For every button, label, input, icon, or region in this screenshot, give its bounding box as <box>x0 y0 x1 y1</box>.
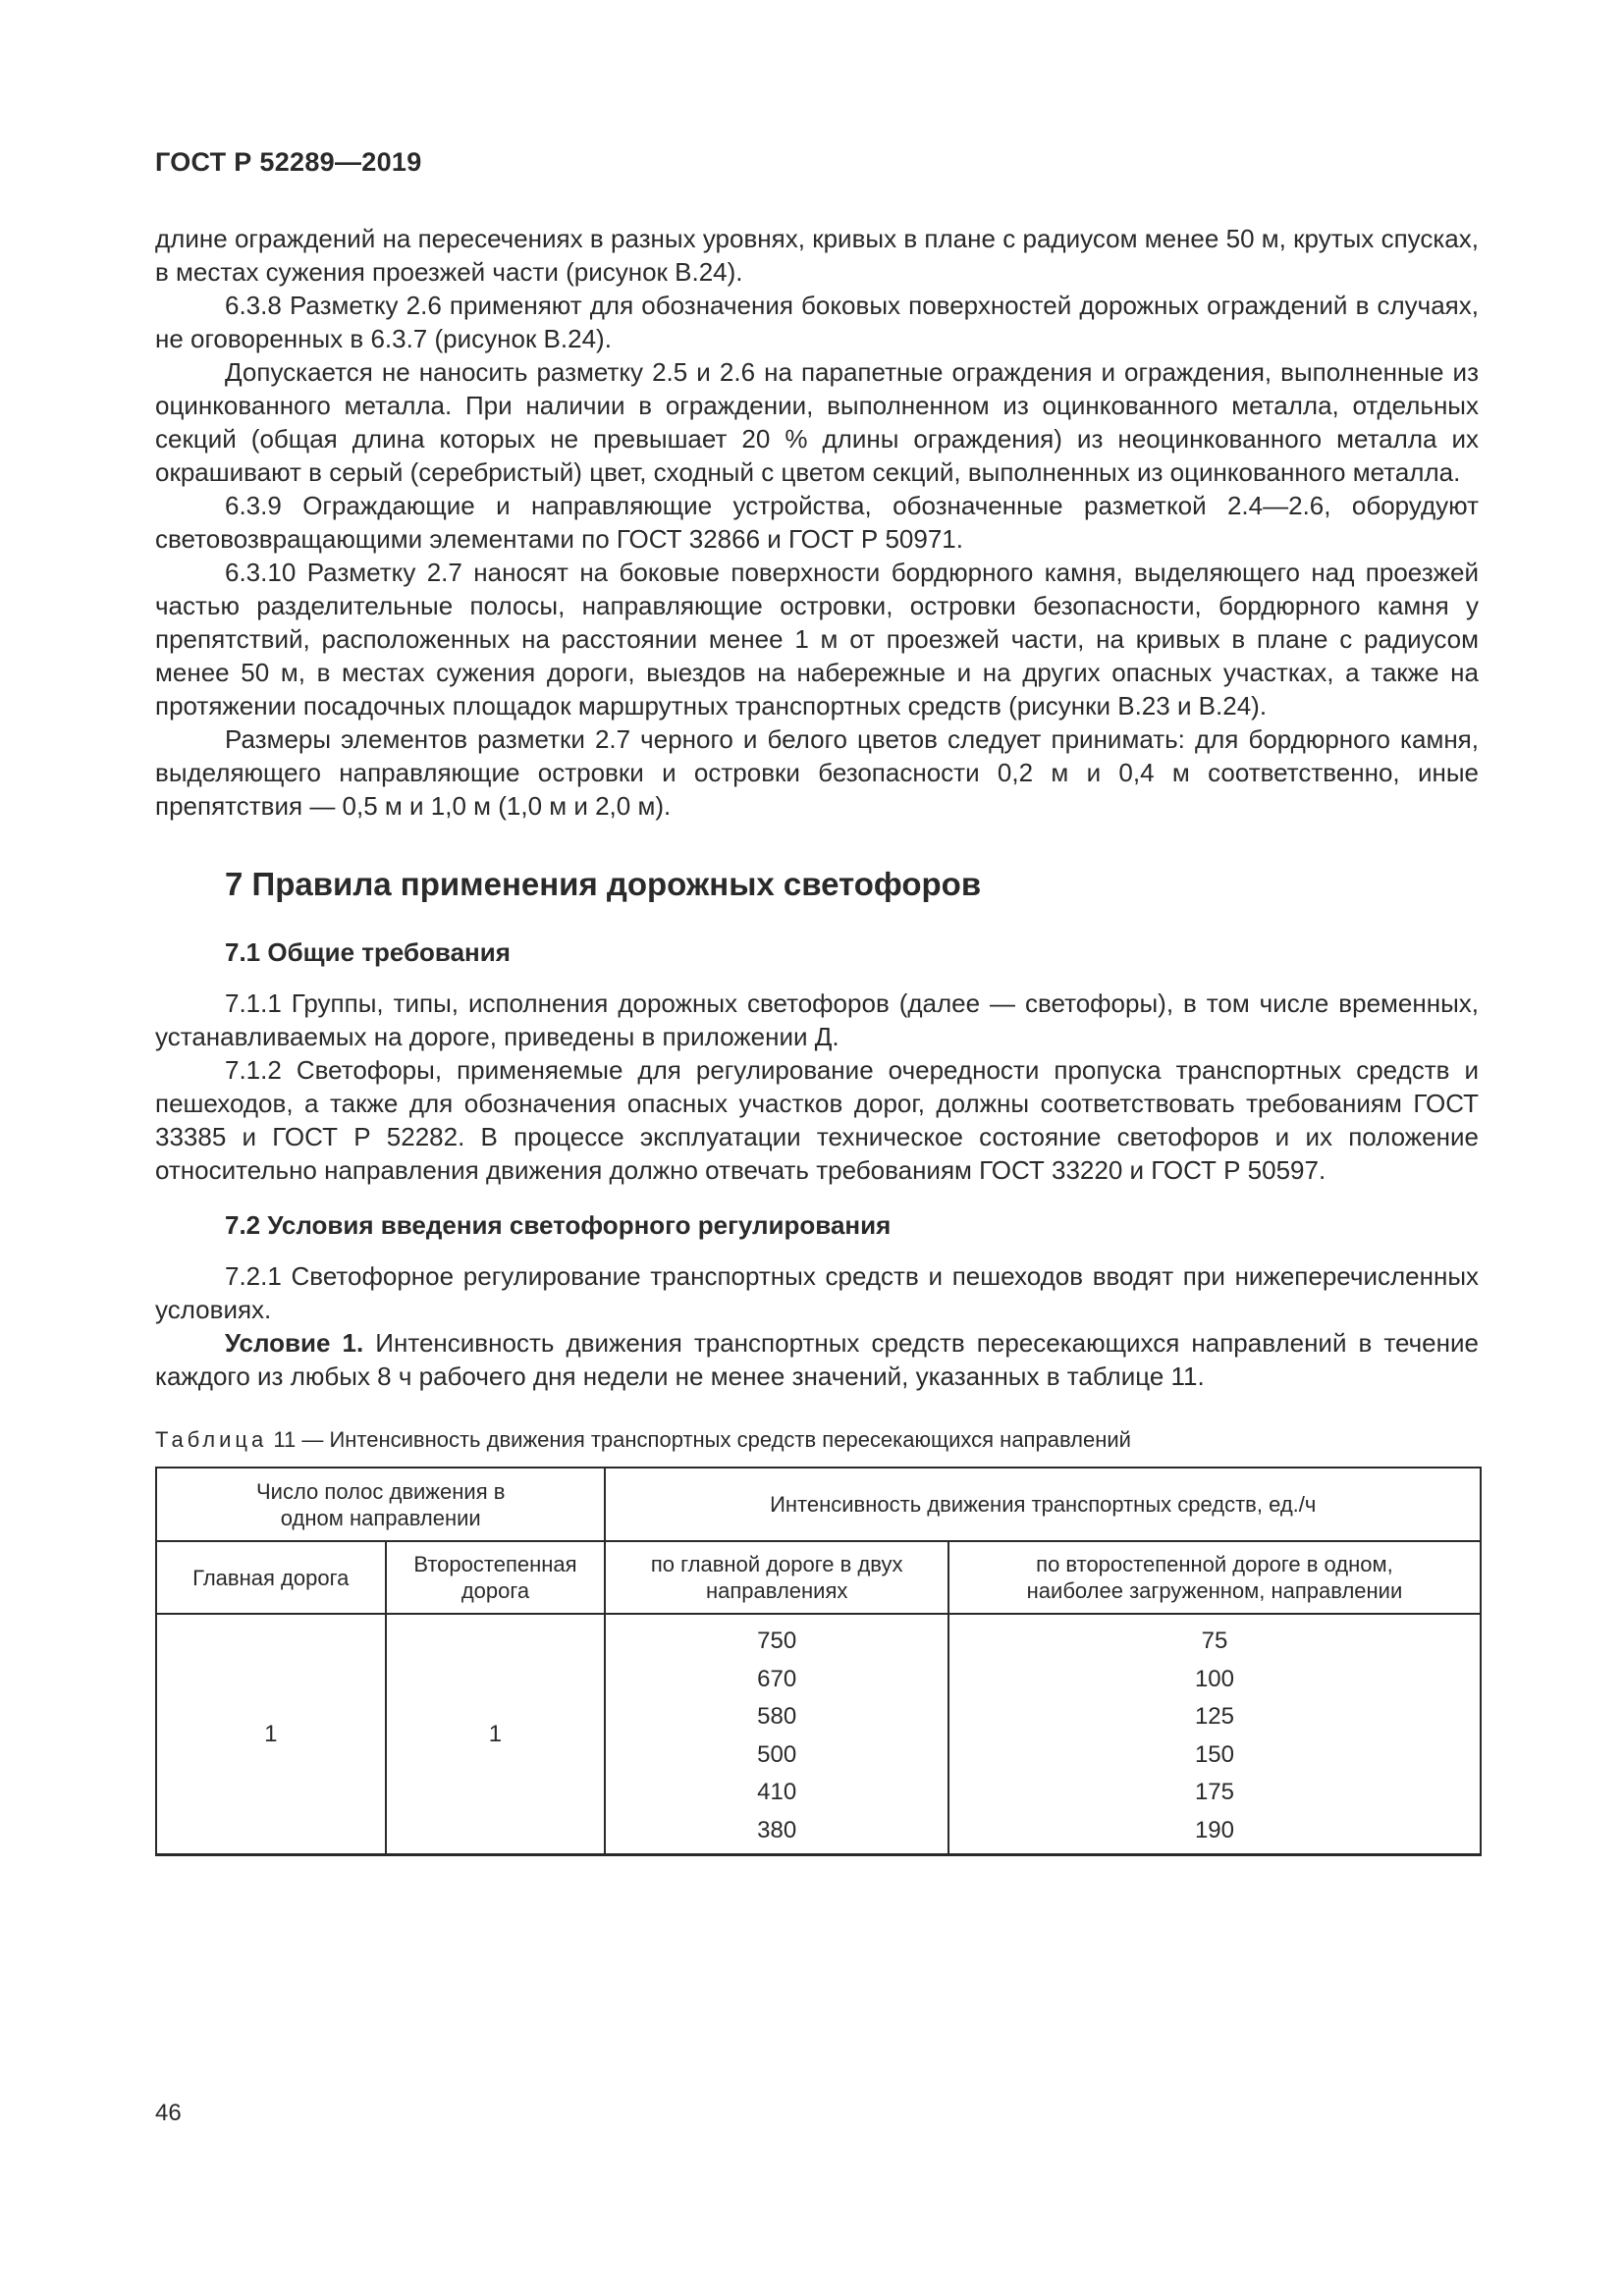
main-value: 380 <box>757 1816 797 1843</box>
intensity-table <box>155 1467 1482 1856</box>
main-value: 750 <box>757 1628 797 1654</box>
condition-1-text: Интенсивность движения транспортных средств пересекающихся направлений в течение каждого из любых 8 ч рабочего дня недели не менее значений, указанных в таблице 11. <box>155 1328 1479 1391</box>
table-header-row-1 <box>156 1468 1481 1541</box>
main-value: 670 <box>757 1665 797 1692</box>
page-number: 46 <box>155 2100 182 2126</box>
secondary-value: 175 <box>1194 1779 1234 1805</box>
paragraph-7-1-1: 7.1.1 Группы, типы, исполнения дорожных светофоров (далее — светофоры), в том числе временных, устанавливаемых на дороге, приведены в приложении Д. <box>155 988 1479 1051</box>
section-7-2-heading: 7.2 Условия введения светофорного регулирования <box>225 1210 892 1240</box>
header-secondary-road: Второстепенная дорога <box>386 1541 606 1614</box>
secondary-value: 150 <box>1194 1740 1234 1768</box>
cell-secondary-values <box>948 1614 1481 1855</box>
document-header: ГОСТ Р 52289—2019 <box>155 147 422 177</box>
secondary-value: 125 <box>1194 1703 1234 1730</box>
paragraph-galvanized: Допускается не наносить разметку 2.5 и 2.6 на парапетные ограждения и ограждения, выполненные из оцинкованного металла. При наличии в ограждении, выполненном из оцинкованного металла, отдельных секций (общая длина которых не превышает 20 % длины ограждения) из неоцинкованного металла их окрашивают в серый (серебристый) цвет, сходный с цветом секций, выполненных из оцинкованного металла. <box>155 357 1479 487</box>
table-header-row-2 <box>156 1541 1481 1614</box>
header-secondary-one-direction: по второстепенной дороге в одном, наиболее загруженном, направлении <box>948 1541 1481 1614</box>
main-value: 580 <box>757 1703 797 1730</box>
header-intensity: Интенсивность движения транспортных средств, ед./ч <box>605 1468 1481 1541</box>
header-lanes: Число полос движения в одном направлении <box>156 1468 605 1541</box>
paragraph-6-3-8: 6.3.8 Разметку 2.6 применяют для обозначения боковых поверхностей дорожных ограждений в случаях, не оговоренных в 6.3.7 (рисунок В.24). <box>155 291 1479 353</box>
table-caption-text: 11 — Интенсивность движения транспортных средств пересекающихся направлений <box>267 1427 1131 1452</box>
header-main-road: Главная дорога <box>156 1541 386 1614</box>
paragraph-7-1-2: 7.1.2 Светофоры, применяемые для регулирование очередности пропуска транспортных средств и пешеходов, а также для обозначения опасных участков дорог, должны соответствовать требованиям ГОСТ 33385 и ГОСТ Р 52282. В процессе эксплуатации техническое состояние светофоров и их положение относительно направления движения должно отвечать требованиям ГОСТ 33220 и ГОСТ Р 50597. <box>155 1055 1479 1185</box>
main-value: 410 <box>757 1779 797 1805</box>
condition-1-label: Условие 1. <box>225 1328 364 1358</box>
paragraph-continuation: длине ограждений на пересечениях в разных уровнях, кривых в плане с радиусом менее 50 м, крутых спусках, в местах сужения проезжей части (рисунок В.24). <box>155 224 1479 287</box>
cell-secondary-lanes: 1 <box>386 1614 606 1855</box>
section-7-heading: 7 Правила применения дорожных светофоров <box>225 866 982 902</box>
table-caption <box>155 1425 1479 1455</box>
secondary-value: 190 <box>1194 1816 1234 1843</box>
cell-main-values <box>605 1614 947 1855</box>
cell-main-lanes: 1 <box>156 1614 386 1855</box>
main-value: 500 <box>757 1740 797 1768</box>
secondary-value: 75 <box>1201 1628 1228 1654</box>
paragraph-marking-sizes: Размеры элементов разметки 2.7 черного и белого цветов следует принимать: для бордюрного камня, выделяющего направляющие островки и островки безопасности 0,2 м и 0,4 м соответственно, иные препятствия — 0,5 м и 1,0 м (1,0 м и 2,0 м). <box>155 724 1479 821</box>
section-7-1-heading: 7.1 Общие требования <box>225 937 511 967</box>
secondary-value: 100 <box>1194 1665 1234 1692</box>
header-main-two-directions: по главной дороге в двух направлениях <box>605 1541 947 1614</box>
paragraph-6-3-9: 6.3.9 Ограждающие и направляющие устройства, обозначенные разметкой 2.4—2.6, оборудуют световозвращающими элементами по ГОСТ 32866 и ГОСТ Р 50971. <box>155 491 1479 554</box>
paragraph-7-2-1: 7.2.1 Светофорное регулирование транспортных средств и пешеходов вводят при нижеперечисленных условиях. <box>155 1261 1479 1324</box>
page-content <box>155 222 1479 1856</box>
paragraph-condition-1 <box>155 1326 1479 1393</box>
table-caption-word: Таблица <box>155 1427 268 1452</box>
paragraph-6-3-10: 6.3.10 Разметку 2.7 наносят на боковые поверхности бордюрного камня, выделяющего над проезжей частью разделительные полосы, направляющие островки, островки безопасности, бордюрного камня у препятствий, расположенных на расстоянии менее 1 м от проезжей части, на кривых в плане с радиусом менее 50 м, в местах сужения дороги, выездов на набережные и на других опасных участках, а также на протяжении посадочных площадок маршрутных транспортных средств (рисунки В.23 и В.24). <box>155 558 1479 721</box>
table-row <box>156 1614 1481 1855</box>
